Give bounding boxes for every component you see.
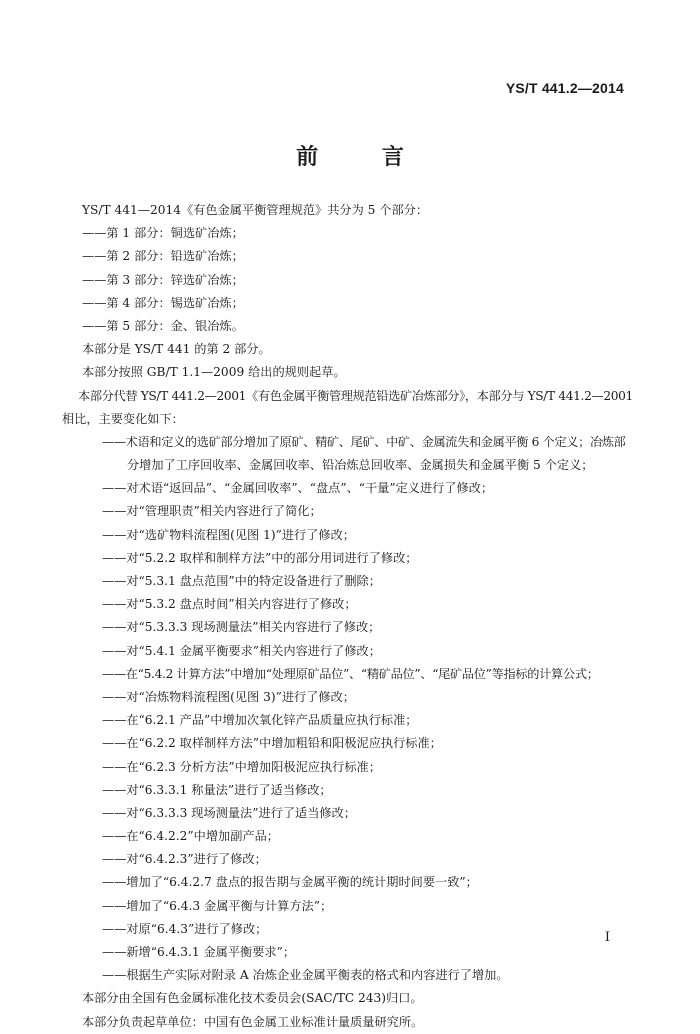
list-item: ——在“6.2.2 取样制样方法”中增加粗铅和阳极泥应执行标准；: [102, 736, 442, 751]
list-item: ——在“5.4.2 计算方法”中增加“处理原矿品位”、“精矿品位”、“尾矿品位”等指标的计算公式；: [102, 666, 599, 681]
list-item: ——对“5.3.2 盘点时间”相关内容进行了修改；: [102, 597, 357, 612]
list-item: ——在“6.4.2.2”中增加副产品；: [102, 829, 279, 844]
list-item: ——对“管理职责”相关内容进行了简化；: [102, 504, 322, 519]
list-item: ——对“5.3.1 盘点范围”中的特定设备进行了删除；: [102, 574, 381, 588]
list-item: ——对“6.4.2.3”进行了修改；: [102, 852, 267, 867]
list-item: ——新增“6.4.3.1 金属平衡要求”；: [102, 945, 296, 959]
list-item: ——增加了“6.4.2.7 盘点的报告期与金属平衡的统计期时间要一致”；: [102, 875, 478, 890]
list-item: ——在“6.2.3 分析方法”中增加阳极泥应执行标准；: [102, 759, 381, 774]
list-item: ——对“5.4.1 金属平衡要求”相关内容进行了修改；: [102, 643, 381, 658]
list-item: ——第 2 部分：铅选矿冶炼；: [82, 249, 244, 264]
list-item: ——对“5.2.2 取样和制样方法”中的部分用词进行了修改；: [102, 550, 418, 565]
paragraph-line: 本部分是 YS/T 441 的第 2 部分。: [82, 342, 271, 357]
list-item: ——根据生产实际对附录 A 冶炼企业金属平衡表的格式和内容进行了增加。: [102, 968, 509, 983]
paragraph-line: 本部分按照 GB/T 1.1—2009 给出的规则起草。: [82, 365, 346, 380]
foreword-body: [62, 199, 633, 1034]
list-item: ——对术语“返回品”、“金属回收率”、“盘点”、“干量”定义进行了修改；: [102, 481, 494, 496]
list-item-continuation: 分增加了工序回收率、金属回收率、铅冶炼总回收率、金属损失和金属平衡 5 个定义；: [127, 458, 594, 473]
list-item: ——对“6.3.3.3 现场测量法”进行了适当修改；: [102, 805, 356, 820]
standard-code: YS/T 441.2—2014: [505, 80, 624, 96]
list-item: ——对“选矿物料流程图(见图 1)”进行了修改；: [102, 527, 355, 542]
list-item: ——第 1 部分：铜选矿冶炼；: [82, 226, 244, 241]
paragraph-line: 本部分负责起草单位：中国有色金属工业标准计量质量研究所。: [82, 1014, 424, 1029]
list-item: ——术语和定义的选矿部分增加了原矿、精矿、尾矿、中矿、金属流失和金属平衡 6 个定义；冶炼部: [102, 434, 626, 449]
page-number: I: [604, 930, 610, 945]
list-item: ——增加了“6.4.3 金属平衡与计算方法”；: [102, 898, 333, 913]
list-item: ——对原“6.4.3”进行了修改；: [102, 921, 268, 936]
paragraph-line: 相比，主要变化如下：: [62, 411, 184, 426]
list-item: ——第 5 部分：金、银冶炼。: [82, 318, 244, 333]
list-item: ——对“5.3.3.3 现场测量法”相关内容进行了修改；: [102, 620, 381, 635]
paragraph-line: 本部分由全国有色金属标准化技术委员会(SAC/TC 243)归口。: [82, 991, 423, 1006]
list-item: ——在“6.2.1 产品”中增加次氧化锌产品质量应执行标准；: [102, 713, 418, 728]
paragraph-line: 本部分代替 YS/T 441.2—2001《有色金属平衡管理规范铅选矿冶炼部分》，本部分与 YS/T 441.2—2001: [78, 388, 633, 403]
list-item: ——对“冶炼物料流程图(见图 3)”进行了修改；: [102, 689, 355, 704]
paragraph-line: YS/T 441—2014《有色金属平衡管理规范》共分为 5 个部分：: [82, 203, 429, 217]
page-title: 前 言: [296, 144, 432, 170]
list-item: ——对“6.3.3.1 称量法”进行了适当修改；: [102, 782, 332, 797]
list-item: ——第 4 部分：锡选矿冶炼；: [82, 295, 244, 310]
list-item: ——第 3 部分：锌选矿冶炼；: [82, 272, 244, 287]
